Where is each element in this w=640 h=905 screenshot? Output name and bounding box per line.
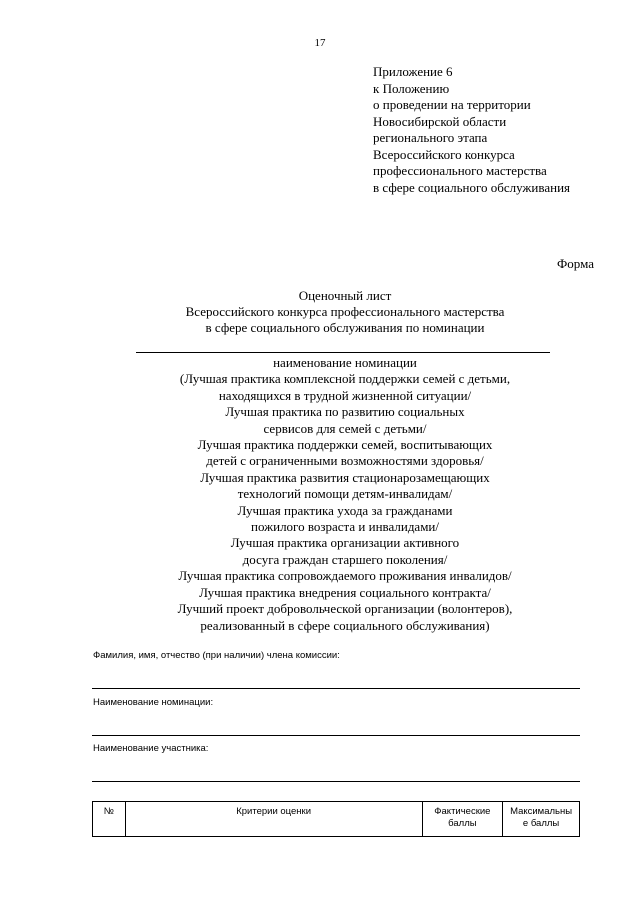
nomination-line: (Лучшая практика комплексной поддержки семей с детьми, — [179, 371, 511, 387]
max-score-header-line: е баллы — [522, 818, 560, 829]
criteria-table-header-row — [93, 802, 580, 837]
participant-name-label: Наименование участника: — [93, 743, 209, 754]
page-number: 17 — [314, 37, 326, 49]
participant-name-field[interactable] — [92, 781, 580, 782]
appendix-header — [373, 64, 633, 196]
nomination-name-field[interactable] — [92, 735, 580, 736]
appendix-line: регионального этапа — [373, 130, 488, 145]
nomination-fill-line — [136, 352, 550, 353]
actual-score-header-line: Фактические — [434, 806, 491, 817]
nomination-line: реализованный в сфере социального обслуживания) — [200, 617, 490, 633]
appendix-line: Новосибирской области — [373, 113, 507, 129]
nomination-caption: наименование номинации — [273, 355, 417, 370]
nomination-line: детей с ограниченными возможностями здоровья/ — [206, 453, 484, 469]
nomination-line: находящихся в трудной жизненной ситуации/ — [218, 387, 472, 403]
criteria-header: Критерии оценки — [125, 802, 422, 837]
max-score-header — [503, 802, 580, 837]
nomination-line: Лучшая практика развития стационарозамещающих — [200, 469, 490, 485]
nomination-line: Лучшая практика поддержки семей, воспитывающих — [197, 437, 493, 453]
member-name-field[interactable] — [92, 688, 580, 689]
number-header: № — [93, 802, 126, 837]
appendix-line: профессионального мастерства — [373, 163, 547, 178]
nominations-list — [0, 355, 640, 634]
appendix-line: в сфере социального обслуживания — [373, 179, 570, 195]
nomination-line: Лучший проект добровольческой организации (волонтеров), — [177, 601, 513, 617]
criteria-table — [92, 801, 580, 837]
nomination-line: Лучшая практика внедрения социального контракта/ — [199, 584, 491, 600]
title-line: Оценочный лист — [298, 288, 392, 303]
nomination-line: Лучшая практика сопровождаемого проживания инвалидов/ — [178, 568, 512, 584]
max-score-header-line: Максимальны — [510, 806, 573, 817]
appendix-line: к Положению — [373, 80, 450, 96]
nomination-line: сервисов для семей с детьми/ — [263, 420, 427, 436]
nomination-line: Лучшая практика по развитию социальных — [225, 404, 465, 420]
appendix-line: Всероссийского конкурса — [373, 146, 515, 162]
appendix-line: Приложение 6 — [373, 64, 453, 79]
document-title — [0, 288, 640, 336]
appendix-line: о проведении на территории — [373, 97, 531, 112]
nomination-name-label: Наименование номинации: — [93, 697, 214, 708]
title-line: Всероссийского конкурса профессионального мастерства — [185, 304, 505, 319]
actual-score-header — [422, 802, 503, 837]
nomination-line: технологий помощи детям-инвалидам/ — [237, 486, 453, 502]
member-name-label: Фамилия, имя, отчество (при наличии) члена комиссии: — [93, 650, 340, 661]
nomination-line: досуга граждан старшего поколения/ — [242, 551, 448, 567]
actual-score-header-line: баллы — [448, 818, 477, 829]
nomination-line: Лучшая практика ухода за гражданами — [237, 502, 453, 518]
nomination-line: пожилого возраста и инвалидами/ — [251, 519, 439, 535]
title-line: в сфере социального обслуживания по номинации — [205, 320, 485, 335]
nomination-line: Лучшая практика организации активного — [230, 535, 460, 551]
form-label: Форма — [557, 256, 594, 271]
